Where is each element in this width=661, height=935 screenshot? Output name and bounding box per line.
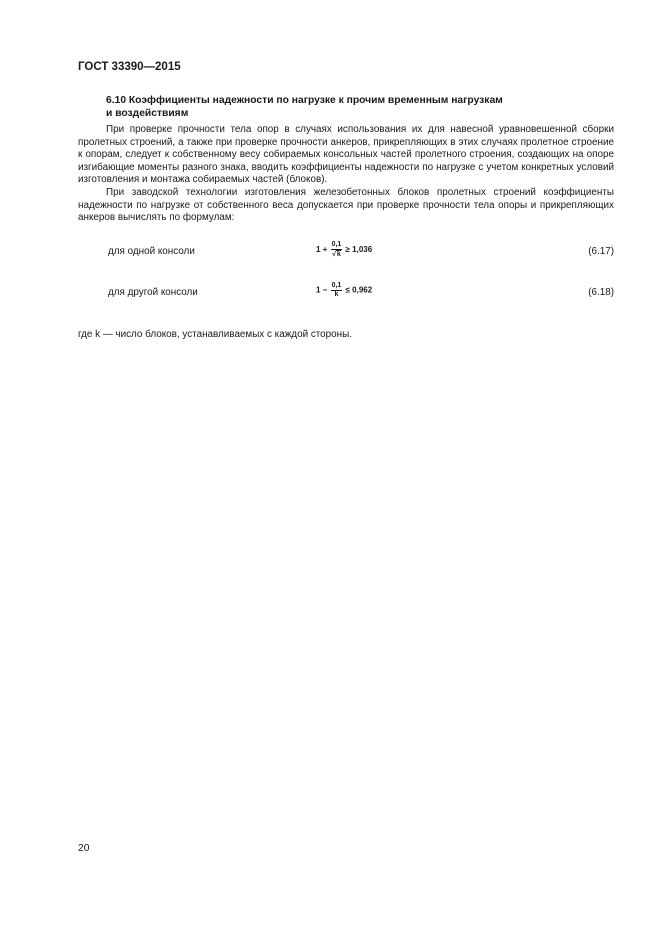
formula-numerator: 0,1 — [331, 282, 342, 289]
page-number: 20 — [78, 843, 90, 854]
formula-label: для одной консоли — [108, 246, 195, 257]
document-header: ГОСТ 33390—2015 — [78, 61, 181, 73]
section-title-line2: и воздействиям — [106, 107, 189, 119]
formula-denominator: k — [334, 291, 339, 298]
formula-operator: ≤ — [345, 285, 350, 295]
section-title — [106, 95, 576, 120]
formula-lhs: 1 − — [316, 285, 328, 295]
formula-row-6-18 — [78, 284, 614, 314]
formula-6-18 — [316, 282, 372, 299]
formula-number: (6.17) — [588, 246, 614, 257]
body-text — [78, 124, 614, 225]
formula-numerator: 0,1 — [331, 241, 342, 248]
formula-label: для другой консоли — [108, 287, 198, 298]
formula-number: (6.18) — [588, 287, 614, 298]
formula-row-6-17 — [78, 243, 614, 273]
formula-denominator: k — [336, 251, 341, 258]
paragraph-1: При проверке прочности тела опор в случаях использования их для навесной уравновешенной сборки пролетных строений, а также при проверке прочности анкеров, прикрепляющих в этих случаях пролетное строение к опорам, следует к собственному весу собираемых консольных частей пролетного строения, создающих на опоре изгибающие моменты разного знака, вводить коэффициенты надежности по нагрузке с учетом конкретных условий изготовления и монтажа собираемых частей (блоков). — [78, 124, 614, 186]
formula-operator: ≥ — [345, 245, 350, 255]
formula-fraction — [331, 282, 343, 299]
variable-definition: где k — число блоков, устанавливаемых с каждой стороны. — [78, 329, 352, 340]
section-title-line1: 6.10 Коэффициенты надежности по нагрузке к прочим временным нагрузкам — [106, 95, 503, 106]
formula-rhs: 0,962 — [352, 285, 373, 295]
formula-lhs: 1 + — [316, 245, 328, 255]
formula-fraction: $\frac{0,1}{√k}$ — [331, 241, 342, 258]
paragraph-2: При заводской технологии изготовления железобетонных блоков пролетных строений коэффициенты надежности по нагрузке от собственного веса допускается при проверке прочности тела опоры и прикрепляющих анкеров вычислять по формулам: — [78, 186, 614, 224]
formula-6-17 — [316, 241, 372, 259]
formula-rhs: 1,036 — [352, 245, 373, 255]
